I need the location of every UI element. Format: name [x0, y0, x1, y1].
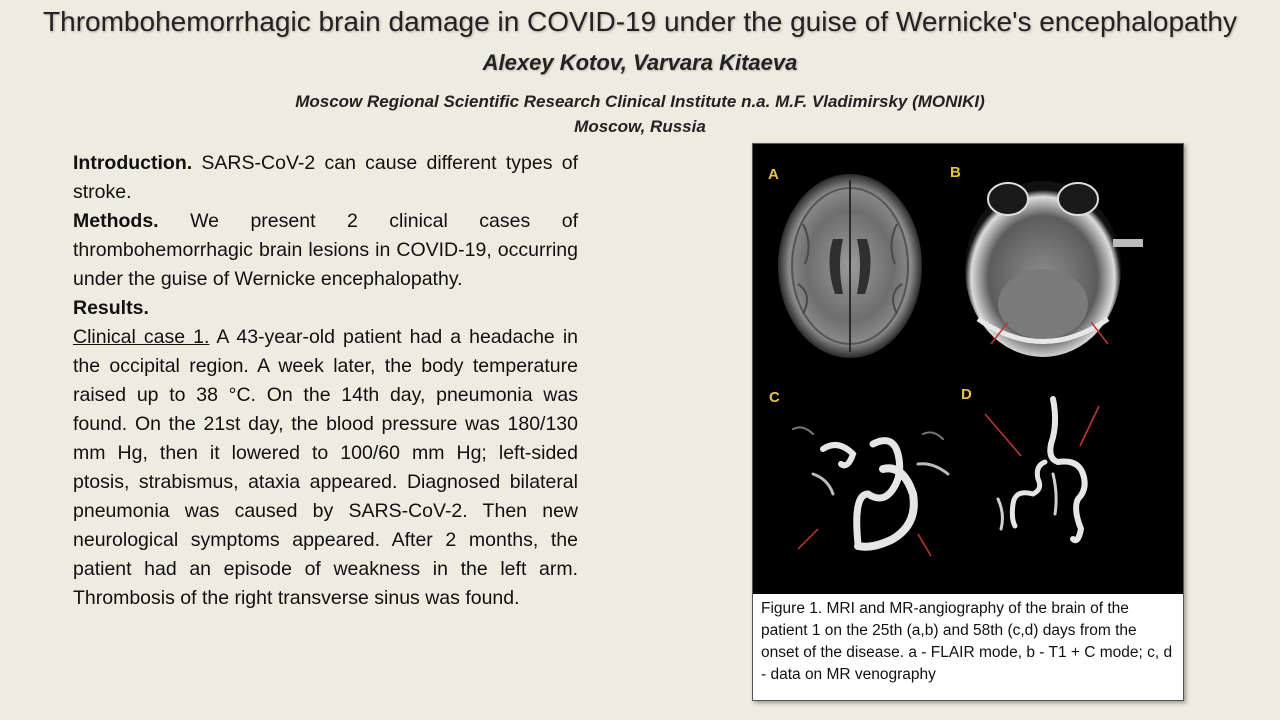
affiliation-block	[0, 89, 1280, 139]
panel-d-image	[998, 399, 1085, 540]
panel-d-arrows	[985, 406, 1099, 456]
location: Moscow, Russia	[574, 117, 706, 136]
case-text: A 43-year-old patient had a headache in the occipital region. A week later, the body temperature raised up to 38 °C. On the 14th day, pneumonia was found. On the 21st day, the blood pressure was 180/130 mm Hg, then it lowered to 100/60 mm Hg; left-sided ptosis, strabismus, ataxia appeared. Diagnosed bilateral pneumonia was caused by SARS-CoV-2. Then new neurological symptoms appeared. After 2 months, the patient had an episode of weakness in the left arm. Thrombosis of the right transverse sinus was found.	[73, 326, 578, 609]
panel-label-b: B	[950, 164, 961, 181]
mri-image-grid	[753, 144, 1183, 594]
introduction-heading: Introduction.	[73, 152, 193, 174]
figure-1	[752, 143, 1184, 701]
mri-panels	[753, 144, 1183, 594]
case-label: Clinical case 1.	[73, 326, 210, 348]
panel-label-a: A	[768, 166, 779, 183]
methods-text: We present 2 clinical cases of thrombohemorrhagic brain lesions in COVID-19, occurring under the guise of Wernicke encephalopathy.	[73, 210, 578, 290]
panel-b-image	[965, 181, 1143, 357]
figure-caption: Figure 1. MRI and MR-angiography of the brain of the patient 1 on the 25th (a,b) and 58th (c,d) days from the onset of the disease. a - FLAIR mode, b - T1 + C mode; c, d - data on MR venography	[761, 600, 1173, 683]
case-paragraph	[73, 323, 578, 613]
introduction-text: SARS-CoV-2 can cause different types of stroke.	[73, 152, 578, 203]
poster-title: Thrombohemorrhagic brain damage in COVID-19 under the guise of Wernicke's encephalopathy	[43, 6, 1237, 37]
results-paragraph	[73, 294, 578, 323]
affiliation: Moscow Regional Scientific Research Clinical Institute n.a. M.F. Vladimirsky (MONIKI)	[295, 92, 985, 111]
panel-c-arrows	[798, 529, 931, 556]
panel-label-c: C	[769, 389, 780, 406]
results-heading: Results.	[73, 297, 149, 319]
methods-paragraph	[73, 207, 578, 294]
panel-c-image	[793, 427, 948, 546]
panel-a-image	[778, 174, 922, 358]
introduction-paragraph	[73, 149, 578, 207]
body-text	[73, 149, 578, 613]
panel-label-d: D	[961, 386, 972, 403]
authors: Alexey Kotov, Varvara Kitaeva	[482, 50, 798, 75]
methods-heading: Methods.	[73, 210, 159, 232]
